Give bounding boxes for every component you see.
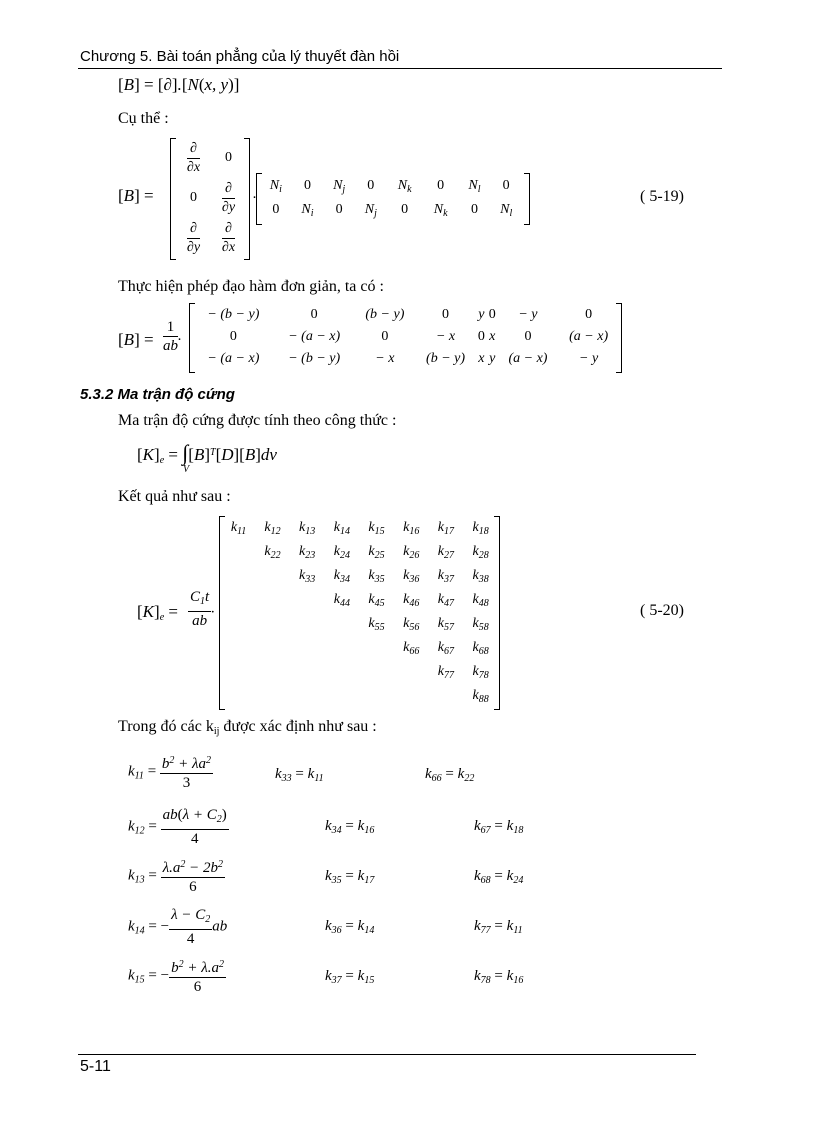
chapter-header: Chương 5. Bài toán phẳng của lý thuyết đàn hồi [80,48,400,65]
text-thuc-hien: Thực hiện phép đạo hàm đơn giản, ta có : [118,278,384,295]
equation-number-5-20: ( 5-20) [640,602,684,619]
formula-k-integral: $[K]_e = \int[B]^T[D][B]dv$ [137,440,277,466]
page-number: 5-11 [80,1058,111,1075]
text-ket-qua: Kết quả như sau : [118,488,231,505]
section-heading: 5.3.2 Ma trận độ cứng [80,386,235,403]
equation-number-5-19: ( 5-19) [640,188,684,205]
text-trong-do: Trong đó các $k_{ij}$ được xác định như sau : [118,718,377,737]
header-rule [78,68,722,69]
text-cu-the: Cụ thể : [118,110,169,127]
text-ma-tran: Ma trận độ cứng được tính theo công thức : [118,412,397,429]
formula-b-definition: [B] = [∂].[N(x, y)] [118,75,240,94]
footer-rule [78,1054,696,1055]
